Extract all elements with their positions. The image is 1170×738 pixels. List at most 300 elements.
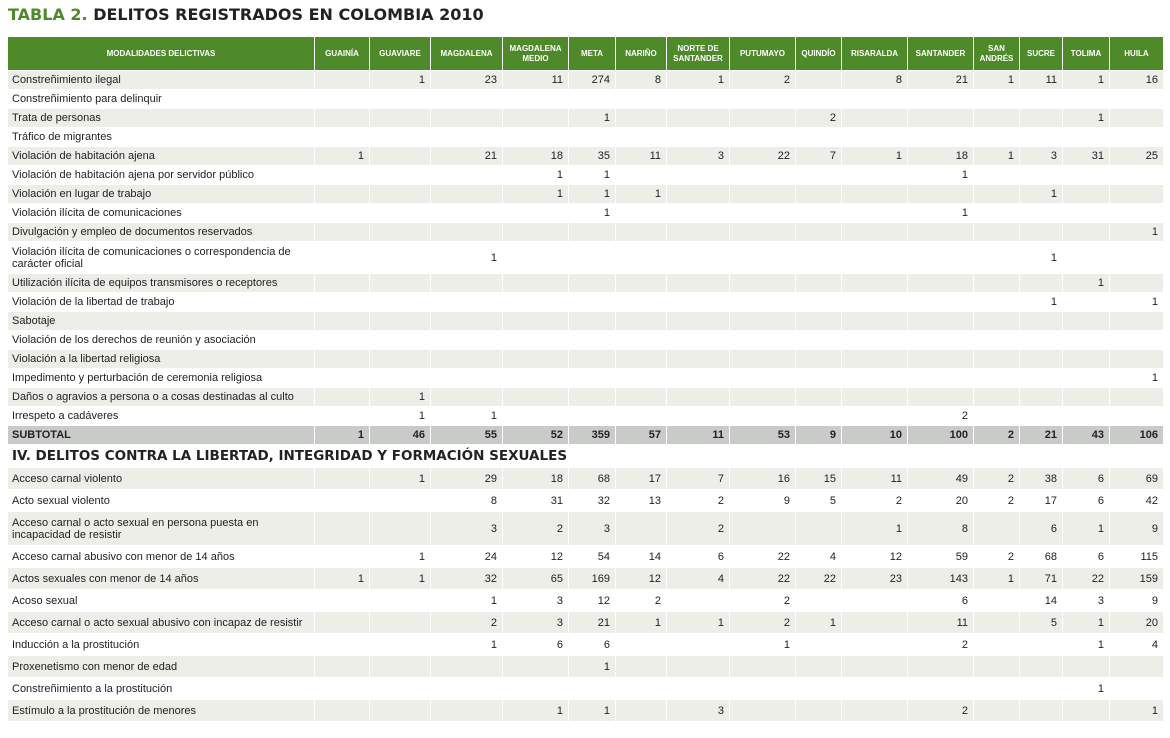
cell-value	[796, 634, 842, 656]
cell-value	[908, 312, 974, 331]
cell-value: 35	[569, 147, 616, 166]
cell-value	[1110, 109, 1164, 128]
cell-value	[315, 590, 370, 612]
cell-value	[730, 204, 796, 223]
table-row	[8, 90, 1164, 109]
cell-value: 8	[908, 512, 974, 546]
cell-value	[842, 700, 908, 722]
column-header: NARIÑO	[616, 37, 667, 71]
cell-value	[974, 512, 1020, 546]
cell-value: 9	[1110, 590, 1164, 612]
cell-value	[974, 274, 1020, 293]
cell-value: 1	[370, 388, 431, 407]
cell-value	[431, 331, 503, 350]
cell-value: 1	[974, 568, 1020, 590]
cell-value	[315, 223, 370, 242]
cell-value	[730, 223, 796, 242]
cell-value: 2	[730, 71, 796, 90]
column-header: PUTUMAYO	[730, 37, 796, 71]
cell-value: 6	[667, 546, 730, 568]
cell-value	[569, 223, 616, 242]
cell-value	[569, 407, 616, 426]
cell-value: 159	[1110, 568, 1164, 590]
cell-value: 6	[1020, 512, 1063, 546]
cell-value: 53	[730, 426, 796, 445]
cell-value: 8	[842, 71, 908, 90]
cell-value	[1020, 166, 1063, 185]
cell-value: 68	[1020, 546, 1063, 568]
cell-value	[1110, 331, 1164, 350]
cell-value	[730, 512, 796, 546]
cell-value	[1063, 242, 1110, 274]
row-label: Violación a la libertad religiosa	[8, 350, 315, 369]
cell-value: 14	[1020, 590, 1063, 612]
row-label: Violación ilícita de comunicaciones o correspondencia de carácter oficial	[8, 242, 315, 274]
cell-value	[431, 166, 503, 185]
cell-value	[431, 656, 503, 678]
cell-value	[370, 331, 431, 350]
cell-value: 17	[1020, 490, 1063, 512]
cell-value	[569, 350, 616, 369]
cell-value: 2	[842, 490, 908, 512]
cell-value	[370, 274, 431, 293]
cell-value	[315, 274, 370, 293]
cell-value: 1	[569, 109, 616, 128]
cell-value	[616, 369, 667, 388]
cell-value	[315, 369, 370, 388]
cell-value	[908, 293, 974, 312]
cell-value: 6	[1063, 468, 1110, 490]
cell-value: 11	[667, 426, 730, 445]
cell-value	[431, 223, 503, 242]
cell-value: 1	[1063, 612, 1110, 634]
cell-value	[503, 678, 569, 700]
table-row	[8, 490, 1164, 512]
column-header: SUCRE	[1020, 37, 1063, 71]
cell-value: 3	[569, 512, 616, 546]
cell-value	[842, 590, 908, 612]
cell-value	[974, 369, 1020, 388]
cell-value: 22	[730, 147, 796, 166]
cell-value	[730, 312, 796, 331]
cell-value	[370, 512, 431, 546]
cell-value	[1020, 700, 1063, 722]
cell-value: 1	[908, 204, 974, 223]
cell-value	[616, 223, 667, 242]
cell-value	[796, 350, 842, 369]
cell-value	[569, 90, 616, 109]
cell-value	[569, 293, 616, 312]
cell-value	[796, 90, 842, 109]
cell-value	[796, 369, 842, 388]
cell-value	[1020, 350, 1063, 369]
cell-value: 1	[370, 71, 431, 90]
cell-value	[431, 312, 503, 331]
cell-value	[616, 407, 667, 426]
cell-value	[1110, 388, 1164, 407]
cell-value: 1	[503, 700, 569, 722]
cell-value	[974, 407, 1020, 426]
cell-value	[503, 350, 569, 369]
cell-value: 1	[1110, 223, 1164, 242]
table-row	[8, 185, 1164, 204]
cell-value: 1	[431, 590, 503, 612]
cell-value	[667, 204, 730, 223]
cell-value	[503, 128, 569, 147]
cell-value	[315, 109, 370, 128]
cell-value	[842, 128, 908, 147]
cell-value	[569, 331, 616, 350]
table-row	[8, 612, 1164, 634]
cell-value: 16	[730, 468, 796, 490]
cell-value: 31	[1063, 147, 1110, 166]
cell-value: 1	[431, 634, 503, 656]
cell-value	[503, 242, 569, 274]
cell-value	[1063, 331, 1110, 350]
cell-value: 21	[431, 147, 503, 166]
cell-value	[730, 185, 796, 204]
cell-value	[667, 242, 730, 274]
table-row	[8, 512, 1164, 546]
cell-value	[569, 369, 616, 388]
cell-value	[842, 407, 908, 426]
column-header: GUAINÍA	[315, 37, 370, 71]
cell-value	[1110, 185, 1164, 204]
cell-value	[842, 612, 908, 634]
cell-value: 18	[503, 147, 569, 166]
cell-value	[908, 242, 974, 274]
cell-value: 31	[503, 490, 569, 512]
cell-value: 1	[1020, 185, 1063, 204]
row-label: Divulgación y empleo de documentos reservados	[8, 223, 315, 242]
cell-value	[315, 678, 370, 700]
cell-value	[1110, 242, 1164, 274]
cell-value: 59	[908, 546, 974, 568]
cell-value	[842, 656, 908, 678]
row-label: Violación ilícita de comunicaciones	[8, 204, 315, 223]
row-label: Acoso sexual	[8, 590, 315, 612]
cell-value	[370, 90, 431, 109]
cell-value	[842, 185, 908, 204]
cell-value	[908, 90, 974, 109]
cell-value: 2	[616, 590, 667, 612]
row-label: Acceso carnal o acto sexual abusivo con incapaz de resistir	[8, 612, 315, 634]
cell-value	[667, 185, 730, 204]
cell-value	[730, 369, 796, 388]
cell-value	[370, 147, 431, 166]
row-label: SUBTOTAL	[8, 426, 315, 445]
cell-value	[796, 331, 842, 350]
cell-value	[370, 678, 431, 700]
cell-value	[796, 407, 842, 426]
cell-value	[730, 90, 796, 109]
cell-value: 8	[616, 71, 667, 90]
cell-value	[616, 242, 667, 274]
row-label: Utilización ilícita de equipos transmisores o receptores	[8, 274, 315, 293]
cell-value	[503, 90, 569, 109]
cell-value	[1020, 274, 1063, 293]
cell-value: 1	[569, 656, 616, 678]
cell-value	[1020, 369, 1063, 388]
cell-value: 21	[569, 612, 616, 634]
table-row	[8, 426, 1164, 445]
column-header: HUILA	[1110, 37, 1164, 71]
cell-value	[730, 274, 796, 293]
table-row	[8, 147, 1164, 166]
cell-value	[908, 369, 974, 388]
cell-value	[908, 350, 974, 369]
cell-value: 1	[1063, 634, 1110, 656]
table-row	[8, 109, 1164, 128]
cell-value	[730, 166, 796, 185]
cell-value: 1	[569, 166, 616, 185]
cell-value	[796, 678, 842, 700]
cell-value: 18	[908, 147, 974, 166]
cell-value: 3	[1063, 590, 1110, 612]
cell-value	[1063, 185, 1110, 204]
cell-value	[315, 90, 370, 109]
cell-value: 1	[1020, 242, 1063, 274]
cell-value	[616, 331, 667, 350]
cell-value	[616, 166, 667, 185]
cell-value: 1	[1063, 678, 1110, 700]
cell-value	[370, 312, 431, 331]
cell-value: 54	[569, 546, 616, 568]
cell-value	[315, 490, 370, 512]
table-row	[8, 407, 1164, 426]
table-row	[8, 568, 1164, 590]
cell-value	[431, 369, 503, 388]
cell-value	[842, 204, 908, 223]
cell-value	[730, 242, 796, 274]
cell-value	[616, 293, 667, 312]
cell-value	[1020, 312, 1063, 331]
cell-value: 1	[1063, 109, 1110, 128]
cell-value	[908, 128, 974, 147]
cell-value	[370, 656, 431, 678]
cell-value	[1063, 166, 1110, 185]
cell-value	[370, 223, 431, 242]
cell-value	[974, 612, 1020, 634]
cell-value	[616, 512, 667, 546]
cell-value	[974, 678, 1020, 700]
cell-value	[431, 90, 503, 109]
cell-value	[503, 312, 569, 331]
cell-value: 20	[908, 490, 974, 512]
cell-value	[315, 546, 370, 568]
cell-value	[1020, 407, 1063, 426]
section-title: IV. DELITOS CONTRA LA LIBERTAD, INTEGRIDAD Y FORMACIÓN SEXUALES	[8, 445, 1164, 468]
cell-value: 55	[431, 426, 503, 445]
cell-value	[974, 590, 1020, 612]
row-label: Constreñimiento ilegal	[8, 71, 315, 90]
cell-value	[315, 312, 370, 331]
cell-value: 1	[1110, 700, 1164, 722]
cell-value	[1020, 331, 1063, 350]
cell-value	[569, 128, 616, 147]
row-label: Violación de los derechos de reunión y asociación	[8, 331, 315, 350]
cell-value	[1020, 656, 1063, 678]
cell-value	[974, 312, 1020, 331]
cell-value	[569, 242, 616, 274]
cell-value	[1063, 369, 1110, 388]
cell-value: 8	[431, 490, 503, 512]
cell-value	[431, 109, 503, 128]
cell-value: 2	[503, 512, 569, 546]
cell-value: 1	[569, 185, 616, 204]
cell-value	[667, 274, 730, 293]
row-label: Sabotaje	[8, 312, 315, 331]
cell-value	[503, 656, 569, 678]
cell-value	[730, 388, 796, 407]
cell-value	[1063, 407, 1110, 426]
cell-value: 21	[1020, 426, 1063, 445]
cell-value	[1110, 656, 1164, 678]
cell-value	[667, 634, 730, 656]
cell-value	[1020, 109, 1063, 128]
row-label: Actos sexuales con menor de 14 años	[8, 568, 315, 590]
row-label: Violación de habitación ajena por servidor público	[8, 166, 315, 185]
cell-value	[370, 490, 431, 512]
cell-value	[974, 634, 1020, 656]
table-row	[8, 71, 1164, 90]
table-row	[8, 223, 1164, 242]
cell-value: 9	[730, 490, 796, 512]
column-header: TOLIMA	[1063, 37, 1110, 71]
cell-value	[315, 128, 370, 147]
cell-value	[842, 242, 908, 274]
cell-value: 13	[616, 490, 667, 512]
cell-value: 4	[796, 546, 842, 568]
column-header: QUINDÍO	[796, 37, 842, 71]
cell-value	[370, 634, 431, 656]
cell-value: 65	[503, 568, 569, 590]
cell-value: 49	[908, 468, 974, 490]
cell-value	[796, 166, 842, 185]
cell-value	[908, 109, 974, 128]
row-label: Proxenetismo con menor de edad	[8, 656, 315, 678]
cell-value	[842, 166, 908, 185]
cell-value	[667, 166, 730, 185]
cell-value: 1	[431, 407, 503, 426]
cell-value: 7	[667, 468, 730, 490]
cell-value	[974, 204, 1020, 223]
cell-value	[431, 185, 503, 204]
cell-value: 2	[908, 700, 974, 722]
row-label: Constreñimiento a la prostitución	[8, 678, 315, 700]
cell-value	[796, 656, 842, 678]
cell-value: 18	[503, 468, 569, 490]
cell-value: 1	[569, 204, 616, 223]
cell-value: 2	[730, 590, 796, 612]
cell-value	[370, 204, 431, 223]
table-row	[8, 204, 1164, 223]
cell-value	[974, 293, 1020, 312]
cell-value	[1020, 634, 1063, 656]
cell-value	[503, 204, 569, 223]
cell-value	[730, 407, 796, 426]
cell-value	[370, 700, 431, 722]
table-row	[8, 166, 1164, 185]
cell-value	[974, 242, 1020, 274]
cell-value: 38	[1020, 468, 1063, 490]
cell-value	[796, 388, 842, 407]
row-label: Violación de la libertad de trabajo	[8, 293, 315, 312]
table-row	[8, 293, 1164, 312]
cell-value	[667, 407, 730, 426]
cell-value: 2	[730, 612, 796, 634]
cell-value	[370, 185, 431, 204]
cell-value	[315, 242, 370, 274]
column-header: MAGDALENA MEDIO	[503, 37, 569, 71]
cell-value: 22	[730, 568, 796, 590]
cell-value: 12	[569, 590, 616, 612]
cell-value	[667, 109, 730, 128]
cell-value	[616, 274, 667, 293]
cell-value: 3	[1020, 147, 1063, 166]
cell-value	[1110, 312, 1164, 331]
cell-value	[908, 678, 974, 700]
cell-value	[974, 700, 1020, 722]
cell-value: 1	[370, 546, 431, 568]
row-label: Constreñimiento para delinquir	[8, 90, 315, 109]
column-header: GUAVIARE	[370, 37, 431, 71]
cell-value: 57	[616, 426, 667, 445]
cell-value	[667, 388, 730, 407]
cell-value: 6	[1063, 546, 1110, 568]
cell-value: 1	[974, 71, 1020, 90]
cell-value	[315, 204, 370, 223]
cell-value: 22	[796, 568, 842, 590]
cell-value	[503, 293, 569, 312]
cell-value	[730, 128, 796, 147]
cell-value	[569, 274, 616, 293]
cell-value: 5	[1020, 612, 1063, 634]
cell-value: 71	[1020, 568, 1063, 590]
cell-value: 1	[730, 634, 796, 656]
cell-value: 3	[503, 612, 569, 634]
cell-value: 1	[315, 568, 370, 590]
cell-value: 3	[431, 512, 503, 546]
cell-value: 2	[667, 512, 730, 546]
cell-value	[1110, 166, 1164, 185]
cell-value	[1063, 700, 1110, 722]
cell-value: 2	[974, 468, 1020, 490]
table-row	[8, 700, 1164, 722]
cell-value	[796, 512, 842, 546]
cell-value	[1063, 204, 1110, 223]
row-label: Acceso carnal violento	[8, 468, 315, 490]
cell-value	[315, 185, 370, 204]
cell-value	[503, 109, 569, 128]
cell-value: 7	[796, 147, 842, 166]
cell-value: 12	[503, 546, 569, 568]
cell-value: 32	[431, 568, 503, 590]
table-body	[8, 71, 1164, 722]
cell-value	[370, 242, 431, 274]
cell-value	[974, 90, 1020, 109]
table-row	[8, 546, 1164, 568]
cell-value	[370, 350, 431, 369]
cell-value	[667, 128, 730, 147]
table-row	[8, 388, 1164, 407]
cell-value	[974, 109, 1020, 128]
row-label: Acceso carnal o acto sexual en persona puesta en incapacidad de resistir	[8, 512, 315, 546]
cell-value	[370, 109, 431, 128]
cell-value	[842, 331, 908, 350]
cell-value: 1	[667, 71, 730, 90]
cell-value	[503, 388, 569, 407]
